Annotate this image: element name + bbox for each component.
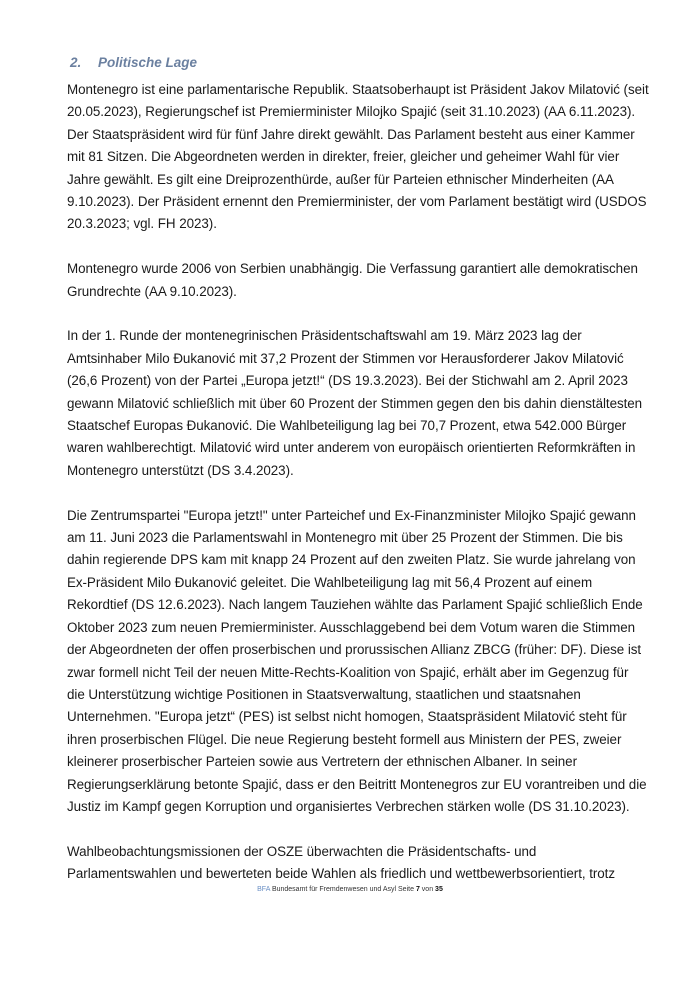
text-line: waren wahlberechtigt. Milatović wird unter anderem von europäisch orientierten Reformkräften in xyxy=(67,440,636,456)
text-line: Grundrechte (AA 9.10.2023). xyxy=(67,283,237,299)
text-line: Jahre gewählt. Es gilt eine Dreiprozenthürde, außer für Parteien ethnischer Minderheiten (AA xyxy=(67,171,614,187)
footer-page-total: 35 xyxy=(435,886,443,893)
text-line: Ex-Präsident Milo Đukanović geleitet. Die Wahlbeteiligung lag mit 56,4 Prozent auf einem xyxy=(67,574,593,590)
paragraph-osce-observation xyxy=(67,841,637,886)
paragraph-presidential-election xyxy=(67,325,643,482)
text-line: 20.05.2023), Regierungschef ist Premierminister Milojko Spajić (seit 31.10.2023) (AA 6.11.2023). xyxy=(67,104,636,120)
text-line: Wahlbeobachtungsmissionen der OSZE überwachten die Präsidentschafts- und xyxy=(67,843,537,859)
page-footer xyxy=(0,886,700,893)
footer-page-current: 7 xyxy=(415,886,420,893)
footer-page-of: von xyxy=(421,886,434,893)
text-line: Regierungserklärung betonte Spajić, dass er den Beitritt Montenegros zur EU vorantreiben und die xyxy=(67,776,647,792)
text-line: die Unterstützung wichtige Positionen in Staatsverwaltung, staatlichen und staatsnahen xyxy=(67,686,581,702)
text-line: der Abgeordneten der offen proserbischen und prorussischen Allianz ZBCG (früher: DF). Diese ist xyxy=(67,642,642,658)
section-number: 2. xyxy=(70,55,82,70)
footer-brand-logo: BFA xyxy=(257,886,270,893)
text-line: In der 1. Runde der montenegrinischen Präsidentschaftswahl am 19. März 2023 lag der xyxy=(67,328,582,344)
paragraph-independence xyxy=(67,258,637,303)
text-line: Der Staatspräsident wird für fünf Jahre direkt gewählt. Das Parlament besteht aus einer Kammer xyxy=(67,126,635,142)
text-line: Justiz im Kampf gegen Korruption und organisiertes Verbrechen stärken wolle (DS 31.10.2023). xyxy=(67,798,630,814)
paragraph-parliamentary-election xyxy=(67,505,647,819)
footer-page-label: Seite xyxy=(398,886,414,893)
text-line: Parlamentswahlen und bewerteten beide Wahlen als friedlich und wettbewerbsorientiert, trotz xyxy=(67,866,615,882)
document-page xyxy=(67,53,649,908)
text-line: Staatschef Europas Đukanović. Die Wahlbeteiligung lag bei 70,7 Prozent, etwa 542.000 Bürger xyxy=(67,418,627,434)
text-line: Montenegro ist eine parlamentarische Republik. Staatsoberhaupt ist Präsident Jakov Milatović (seit xyxy=(67,82,649,97)
text-line: am 11. Juni 2023 die Parlamentswahl in Montenegro mit über 25 Prozent der Stimmen. Die bis xyxy=(67,530,623,546)
text-line: Die Zentrumspartei "Europa jetzt!" unter Parteichef und Ex-Finanzminister Milojko Spajić gewann xyxy=(67,507,636,523)
text-line: Unternehmen. "Europa jetzt“ (PES) ist selbst nicht homogen, Staatspräsident Milatović steht für xyxy=(67,709,627,725)
text-line: 9.10.2023). Der Präsident ernennt den Premierminister, der vom Parlament bestätigt wird (USDOS xyxy=(67,194,647,210)
text-line: zwar formell nicht Teil der neuen Mitte-Rechts-Koalition von Spajić, erhält aber im Gegenzug für xyxy=(67,664,629,680)
text-line: ihren proserbischen Flügel. Die neue Regierung besteht formell aus Ministern der PES, zweier xyxy=(67,731,622,747)
text-line: 20.3.2023; vgl. FH 2023). xyxy=(67,216,217,232)
text-line: Oktober 2023 zum neuen Premierminister. Ausschlaggebend bei dem Votum waren die Stimmen xyxy=(67,619,636,635)
text-line: Rekordtief (DS 12.6.2023). Nach langem Tauziehen wählte das Parlament Spajić schließlich Ende xyxy=(67,597,643,613)
text-line: (26,6 Prozent) von der Partei „Europa jetzt!“ (DS 19.3.2023). Bei der Stichwahl am 2. April 2023 xyxy=(67,373,628,389)
footer-organization: Bundesamt für Fremdenwesen und Asyl xyxy=(271,886,397,893)
text-line: Montenegro wurde 2006 von Serbien unabhängig. Die Verfassung garantiert alle demokratischen xyxy=(67,261,638,277)
text-line: Montenegro unterstützt (DS 3.4.2023). xyxy=(67,462,294,478)
text-line: dahin regierende DPS kam mit knapp 24 Prozent auf den zweiten Platz. Sie wurde jahrelang von xyxy=(67,552,636,568)
text-line: mit 81 Sitzen. Die Abgeordneten werden in direkter, freier, gleicher und geheimer Wahl für vier xyxy=(67,149,620,165)
text-line: kleinerer proserbischer Parteien sowie aus Vertretern der ethnischen Albaner. In seiner xyxy=(67,754,577,770)
text-line: gewann Milatović schließlich mit über 60 Prozent der Stimmen gegen den bis dahin dienstältesten xyxy=(67,395,643,411)
text-line: Amtsinhaber Milo Đukanović mit 37,2 Prozent der Stimmen vor Herausforderer Jakov Milatović xyxy=(67,350,624,366)
section-heading xyxy=(67,53,637,73)
paragraph-political-system xyxy=(67,79,649,236)
section-title: Politische Lage xyxy=(98,55,198,70)
